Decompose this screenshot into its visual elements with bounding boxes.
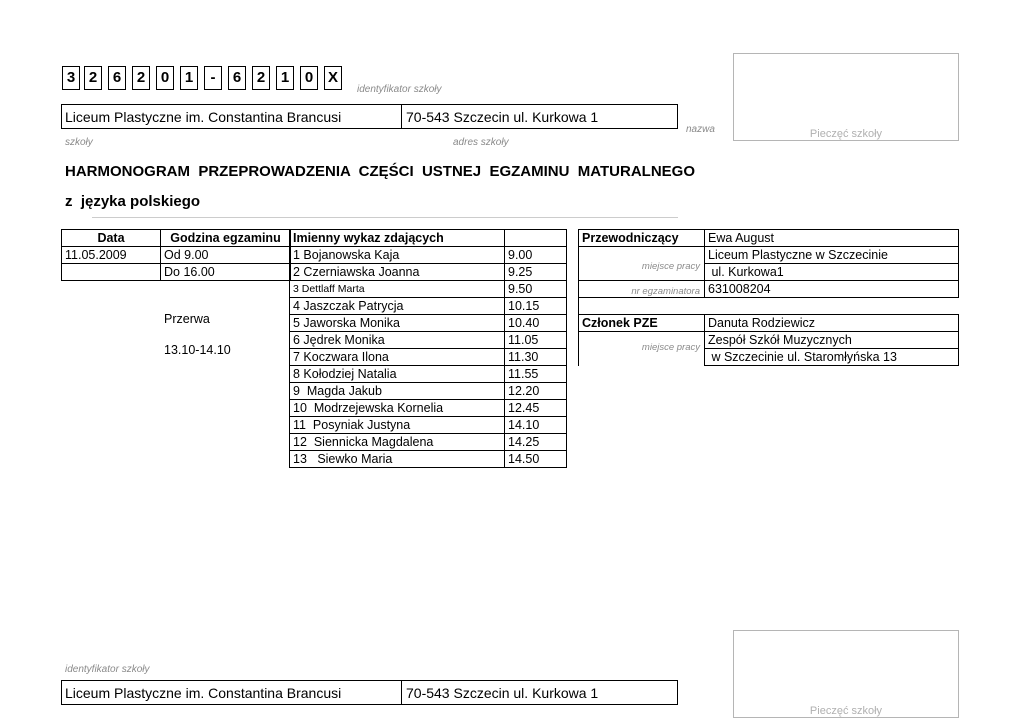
student-name: 2 Czerniawska Joanna xyxy=(290,264,505,281)
school-id-char: 6 xyxy=(228,66,246,90)
label-name-b: szkoły xyxy=(65,137,93,148)
student-name: 10 Modrzejewska Kornelia xyxy=(290,400,505,417)
student-time: 12.20 xyxy=(505,383,567,400)
student-name: 13 Siewko Maria xyxy=(290,451,505,468)
exam-date-empty xyxy=(62,264,161,281)
student-time: 11.55 xyxy=(505,366,567,383)
student-name: 7 Koczwara Ilona xyxy=(290,349,505,366)
student-name: 1 Bojanowska Kaja xyxy=(290,247,505,264)
student-time: 11.05 xyxy=(505,332,567,349)
stamp-label: Pieczęć szkoły xyxy=(809,128,883,140)
student-name: 9 Magda Jakub xyxy=(290,383,505,400)
school-name-box xyxy=(61,104,402,129)
member-workplace-2: w Szczecinie ul. Staromłyńska 13 xyxy=(705,349,959,366)
table-row xyxy=(290,451,567,468)
date-table xyxy=(61,229,291,281)
member-workplace-1: Zespół Szkół Muzycznych xyxy=(705,332,959,349)
school-address: 70-543 Szczecin ul. Kurkowa 1 xyxy=(406,109,599,125)
table-row xyxy=(290,349,567,366)
school-id-char: 1 xyxy=(180,66,198,90)
student-time: 10.15 xyxy=(505,298,567,315)
table-row xyxy=(290,315,567,332)
header-students: Imienny wykaz zdających xyxy=(290,230,505,247)
student-time: 14.10 xyxy=(505,417,567,434)
table-row xyxy=(290,366,567,383)
title-divider xyxy=(92,217,678,218)
student-name: 5 Jaworska Monika xyxy=(290,315,505,332)
school-id-char: 3 xyxy=(62,66,80,90)
student-name: 12 Siennicka Magdalena xyxy=(290,434,505,451)
chair-label: Przewodniczący xyxy=(579,230,705,247)
member-workplace-label: miejsce pracy xyxy=(641,342,700,353)
page-title: HARMONOGRAM PRZEPROWADZENIA CZĘŚCI USTNEJ EGZAMINU MATURALNEGO xyxy=(65,163,695,180)
chair-name: Ewa August xyxy=(705,230,959,247)
exam-date: 11.05.2009 xyxy=(62,247,161,264)
table-row xyxy=(290,247,567,264)
break-label: Przerwa xyxy=(164,312,210,326)
examiner-label-cell xyxy=(579,281,705,298)
footer-address-box xyxy=(401,680,678,705)
school-id-label: identyfikator szkoły xyxy=(357,84,442,95)
school-id-char: 2 xyxy=(252,66,270,90)
table-row xyxy=(290,281,567,298)
header-time xyxy=(505,230,567,247)
footer-id-label: identyfikator szkoły xyxy=(65,664,150,675)
header-hours: Godzina egzaminu xyxy=(161,230,291,247)
table-row xyxy=(290,264,567,281)
student-name: 4 Jaszczak Patrycja xyxy=(290,298,505,315)
chair-workplace-1: Liceum Plastyczne w Szczecinie xyxy=(705,247,959,264)
examiner-number: 631008204 xyxy=(705,281,959,298)
chair-workplace-label-cell xyxy=(579,247,705,272)
footer-school-address: 70-543 Szczecin ul. Kurkowa 1 xyxy=(406,685,599,701)
school-id-char: - xyxy=(204,66,222,90)
chair-workplace-label: miejsce pracy xyxy=(641,261,700,272)
school-id-char: 0 xyxy=(156,66,174,90)
students-table xyxy=(289,229,567,468)
committee-table xyxy=(578,229,959,366)
student-time: 14.25 xyxy=(505,434,567,451)
student-time: 10.40 xyxy=(505,315,567,332)
student-time: 9.50 xyxy=(505,281,567,298)
student-time: 9.00 xyxy=(505,247,567,264)
student-name: 6 Jędrek Monika xyxy=(290,332,505,349)
table-row xyxy=(290,400,567,417)
label-name-a: nazwa xyxy=(686,124,715,135)
table-row xyxy=(290,417,567,434)
school-id-char: X xyxy=(324,66,342,90)
table-row xyxy=(290,332,567,349)
school-id-char: 2 xyxy=(84,66,102,90)
committee-gap-2 xyxy=(705,298,959,315)
exam-start: Od 9.00 xyxy=(161,247,291,264)
table-row xyxy=(290,434,567,451)
break-time: 13.10-14.10 xyxy=(164,343,231,357)
school-id-char: 6 xyxy=(108,66,126,90)
school-stamp-box xyxy=(733,53,959,141)
member-label: Członek PZE xyxy=(579,315,705,332)
footer-stamp-label: Pieczęć szkoły xyxy=(809,705,883,717)
footer-stamp-box xyxy=(733,630,959,718)
table-row xyxy=(290,298,567,315)
student-time: 9.25 xyxy=(505,264,567,281)
member-workplace-label-cell xyxy=(579,332,705,353)
school-name: Liceum Plastyczne im. Constantina Brancusi xyxy=(65,109,342,125)
committee-gap xyxy=(579,298,705,315)
exam-end: Do 16.00 xyxy=(161,264,291,281)
student-name: 8 Kołodziej Natalia xyxy=(290,366,505,383)
page-subtitle: z języka polskiego xyxy=(65,193,201,210)
header-date: Data xyxy=(62,230,161,247)
chair-workplace-2: ul. Kurkowa1 xyxy=(705,264,959,281)
student-time: 11.30 xyxy=(505,349,567,366)
school-address-box xyxy=(401,104,678,129)
student-name: 11 Posyniak Justyna xyxy=(290,417,505,434)
member-name: Danuta Rodziewicz xyxy=(705,315,959,332)
examiner-label: nr egzaminatora xyxy=(631,286,700,297)
footer-name-box xyxy=(61,680,402,705)
school-id-char: 2 xyxy=(132,66,150,90)
table-row xyxy=(290,383,567,400)
student-time: 14.50 xyxy=(505,451,567,468)
student-time: 12.45 xyxy=(505,400,567,417)
school-id-char: 1 xyxy=(276,66,294,90)
student-name: 3 Dettlaff Marta xyxy=(290,281,505,298)
label-address: adres szkoły xyxy=(453,137,509,148)
school-id-char: 0 xyxy=(300,66,318,90)
footer-school-name: Liceum Plastyczne im. Constantina Brancusi xyxy=(65,685,342,701)
